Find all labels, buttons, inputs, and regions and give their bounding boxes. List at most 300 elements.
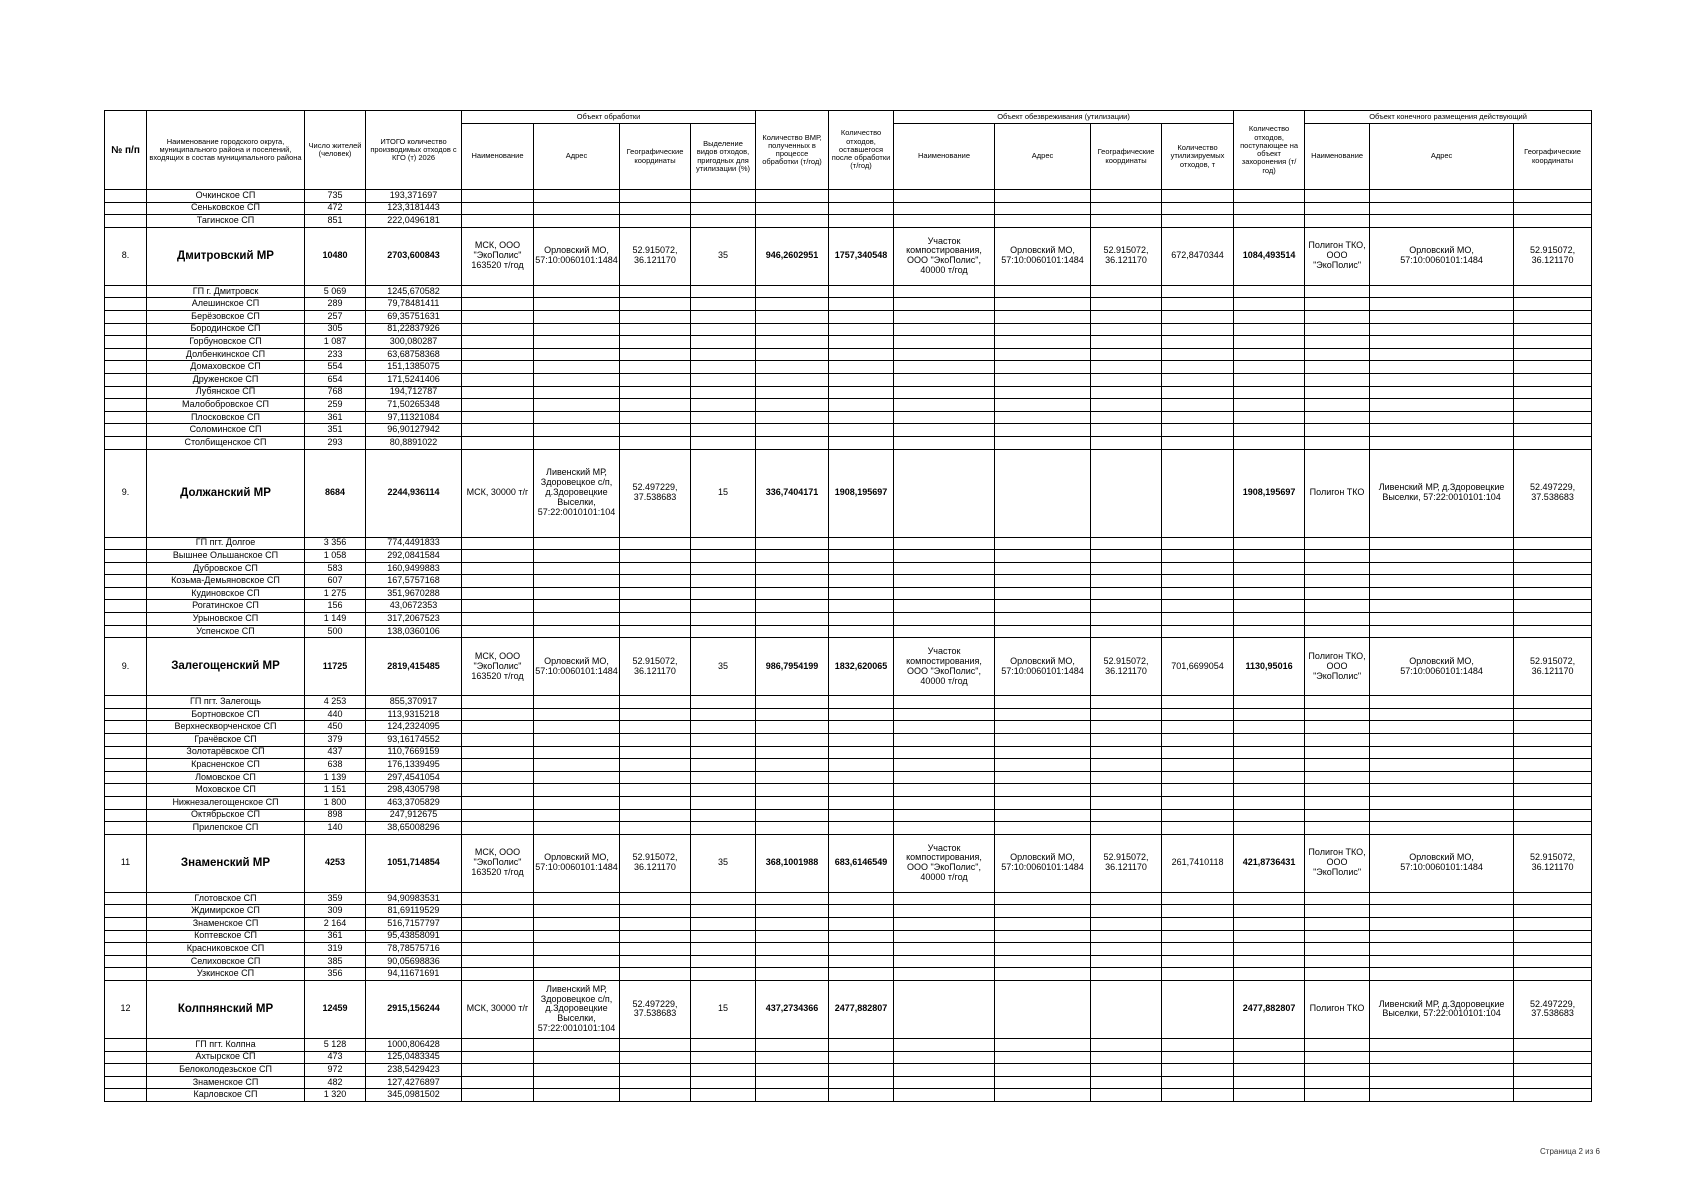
settlement-name: Друженское СП — [147, 373, 305, 386]
empty-cell — [1234, 436, 1305, 449]
empty-cell — [829, 784, 894, 797]
empty-cell — [462, 215, 534, 228]
header-util-address: Адрес — [995, 124, 1091, 190]
settlement-row — [105, 797, 1592, 810]
final-site-address: Ливенский МР, д.Здоровецкие Выселки, 57:22:0010101:104 — [1370, 980, 1514, 1038]
empty-cell — [894, 771, 995, 784]
empty-cell — [756, 613, 829, 626]
empty-cell — [1305, 822, 1370, 835]
empty-cell — [462, 708, 534, 721]
population: 4253 — [305, 834, 366, 892]
empty-cell — [1162, 613, 1234, 626]
settlement-name: Ломовское СП — [147, 771, 305, 784]
total-waste: 78,78575716 — [366, 943, 462, 956]
empty-cell — [894, 1038, 995, 1051]
total-waste: 317,2067523 — [366, 613, 462, 626]
empty-cell — [1234, 917, 1305, 930]
utilization-coords — [1091, 449, 1162, 537]
empty-cell — [620, 550, 691, 563]
population: 1 320 — [305, 1089, 366, 1102]
burial-quantity: 1130,95016 — [1234, 638, 1305, 696]
total-waste: 176,1339495 — [366, 759, 462, 772]
empty-cell — [691, 600, 756, 613]
settlement-row — [105, 361, 1592, 374]
empty-cell — [1091, 436, 1162, 449]
settlement-row — [105, 625, 1592, 638]
settlement-row — [105, 759, 1592, 772]
empty-cell — [1162, 386, 1234, 399]
empty-cell — [534, 917, 620, 930]
empty-cell — [462, 373, 534, 386]
empty-cell — [829, 562, 894, 575]
settlement-name: Лубянское СП — [147, 386, 305, 399]
processing-percent: 35 — [691, 638, 756, 696]
header-num: № п/п — [105, 111, 147, 190]
empty-cell — [1162, 625, 1234, 638]
row-number — [105, 386, 147, 399]
row-number — [105, 587, 147, 600]
empty-cell — [894, 625, 995, 638]
row-number — [105, 411, 147, 424]
empty-cell — [462, 955, 534, 968]
empty-cell — [756, 797, 829, 810]
settlement-row — [105, 411, 1592, 424]
page-number: Страница 2 из 6 — [1540, 1147, 1600, 1156]
empty-cell — [1234, 298, 1305, 311]
settlement-name: Соломинское СП — [147, 424, 305, 437]
empty-cell — [1370, 892, 1514, 905]
settlement-row — [105, 968, 1592, 981]
empty-cell — [691, 721, 756, 734]
row-number — [105, 202, 147, 215]
empty-cell — [1162, 784, 1234, 797]
empty-cell — [1514, 809, 1592, 822]
empty-cell — [1514, 399, 1592, 412]
empty-cell — [756, 361, 829, 374]
population: 437 — [305, 746, 366, 759]
empty-cell — [1305, 310, 1370, 323]
settlement-name: Бородинское СП — [147, 323, 305, 336]
empty-cell — [756, 424, 829, 437]
settlement-name: Сеньковское СП — [147, 202, 305, 215]
empty-cell — [1370, 310, 1514, 323]
row-number — [105, 323, 147, 336]
row-number — [105, 822, 147, 835]
empty-cell — [534, 550, 620, 563]
empty-cell — [894, 411, 995, 424]
row-number — [105, 537, 147, 550]
empty-cell — [1234, 943, 1305, 956]
empty-cell — [691, 943, 756, 956]
empty-cell — [1091, 323, 1162, 336]
remaining-quantity: 683,6146549 — [829, 834, 894, 892]
empty-cell — [995, 215, 1091, 228]
empty-cell — [829, 1051, 894, 1064]
settlement-row — [105, 917, 1592, 930]
empty-cell — [691, 1089, 756, 1102]
empty-cell — [1091, 613, 1162, 626]
empty-cell — [1162, 696, 1234, 709]
settlement-name: Горбуновское СП — [147, 336, 305, 349]
population: 351 — [305, 424, 366, 437]
empty-cell — [691, 202, 756, 215]
settlement-name: ГП пгт. Залегощь — [147, 696, 305, 709]
empty-cell — [534, 348, 620, 361]
header-util-quantity: Количество утилизируемых отходов, т — [1162, 124, 1234, 190]
empty-cell — [534, 955, 620, 968]
burial-quantity: 421,8736431 — [1234, 834, 1305, 892]
processing-name: МСК, ООО "ЭкоПолис" 163520 т/год — [462, 638, 534, 696]
total-waste: 2819,415485 — [366, 638, 462, 696]
total-waste: 2703,600843 — [366, 227, 462, 285]
vmr-quantity: 986,7954199 — [756, 638, 829, 696]
settlement-name: Дубровское СП — [147, 562, 305, 575]
empty-cell — [1514, 917, 1592, 930]
empty-cell — [462, 797, 534, 810]
empty-cell — [1514, 323, 1592, 336]
settlement-row — [105, 587, 1592, 600]
empty-cell — [620, 905, 691, 918]
empty-cell — [462, 323, 534, 336]
empty-cell — [1305, 797, 1370, 810]
empty-cell — [756, 1038, 829, 1051]
empty-cell — [1305, 625, 1370, 638]
total-waste: 113,9315218 — [366, 708, 462, 721]
empty-cell — [1091, 215, 1162, 228]
empty-cell — [894, 784, 995, 797]
remaining-quantity: 2477,882807 — [829, 980, 894, 1038]
empty-cell — [534, 202, 620, 215]
empty-cell — [1162, 955, 1234, 968]
total-waste: 2915,156244 — [366, 980, 462, 1038]
empty-cell — [534, 411, 620, 424]
empty-cell — [462, 930, 534, 943]
header-burial: Количество отходов, поступающее на объект захоронения (т/год) — [1234, 111, 1305, 190]
row-number — [105, 399, 147, 412]
empty-cell — [1234, 809, 1305, 822]
processing-name: МСК, 30000 т/г — [462, 980, 534, 1038]
empty-cell — [894, 323, 995, 336]
total-waste: 71,50265348 — [366, 399, 462, 412]
empty-cell — [894, 905, 995, 918]
final-site-name: Полигон ТКО, ООО "ЭкоПолис" — [1305, 638, 1370, 696]
empty-cell — [691, 968, 756, 981]
empty-cell — [829, 1076, 894, 1089]
utilization-coords — [1091, 980, 1162, 1038]
population: 851 — [305, 215, 366, 228]
empty-cell — [1162, 1064, 1234, 1077]
empty-cell — [1234, 190, 1305, 203]
total-waste: 238,5429423 — [366, 1064, 462, 1077]
empty-cell — [756, 625, 829, 638]
empty-cell — [1305, 708, 1370, 721]
settlement-name: Золотарёвское СП — [147, 746, 305, 759]
empty-cell — [1514, 943, 1592, 956]
empty-cell — [691, 905, 756, 918]
final-site-address: Орловский МО, 57:10:0060101:1484 — [1370, 638, 1514, 696]
empty-cell — [995, 336, 1091, 349]
empty-cell — [1370, 575, 1514, 588]
empty-cell — [756, 436, 829, 449]
empty-cell — [534, 285, 620, 298]
empty-cell — [534, 298, 620, 311]
empty-cell — [894, 746, 995, 759]
settlement-row — [105, 930, 1592, 943]
settlement-name: ГП пгт. Колпна — [147, 1038, 305, 1051]
final-site-address: Орловский МО, 57:10:0060101:1484 — [1370, 227, 1514, 285]
empty-cell — [894, 336, 995, 349]
settlement-row — [105, 955, 1592, 968]
empty-cell — [1305, 1038, 1370, 1051]
settlement-name: Урыновское СП — [147, 613, 305, 626]
empty-cell — [995, 600, 1091, 613]
empty-cell — [995, 809, 1091, 822]
empty-cell — [1305, 930, 1370, 943]
processing-address: Ливенский МР, Здоровецкое с/п, д.Здоровецкие Выселки, 57:22:0010101:104 — [534, 980, 620, 1038]
empty-cell — [1305, 215, 1370, 228]
empty-cell — [620, 1038, 691, 1051]
settlement-row — [105, 905, 1592, 918]
empty-cell — [995, 943, 1091, 956]
empty-cell — [620, 1089, 691, 1102]
empty-cell — [1234, 575, 1305, 588]
empty-cell — [1370, 809, 1514, 822]
population: 233 — [305, 348, 366, 361]
total-waste: 127,4276897 — [366, 1076, 462, 1089]
empty-cell — [691, 625, 756, 638]
settlement-row — [105, 323, 1592, 336]
empty-cell — [1091, 905, 1162, 918]
empty-cell — [534, 797, 620, 810]
population: 385 — [305, 955, 366, 968]
empty-cell — [756, 411, 829, 424]
empty-cell — [620, 771, 691, 784]
empty-cell — [1091, 373, 1162, 386]
empty-cell — [995, 348, 1091, 361]
empty-cell — [1162, 746, 1234, 759]
settlement-name: Малобобровское СП — [147, 399, 305, 412]
empty-cell — [1234, 348, 1305, 361]
empty-cell — [1514, 386, 1592, 399]
empty-cell — [1234, 797, 1305, 810]
empty-cell — [756, 202, 829, 215]
empty-cell — [1305, 1051, 1370, 1064]
empty-cell — [1234, 285, 1305, 298]
empty-cell — [620, 892, 691, 905]
row-number: 11 — [105, 834, 147, 892]
settlement-row — [105, 600, 1592, 613]
empty-cell — [1091, 759, 1162, 772]
empty-cell — [534, 1076, 620, 1089]
empty-cell — [756, 1076, 829, 1089]
population: 257 — [305, 310, 366, 323]
empty-cell — [1514, 1064, 1592, 1077]
empty-cell — [534, 190, 620, 203]
row-number — [105, 696, 147, 709]
settlement-row — [105, 550, 1592, 563]
empty-cell — [995, 587, 1091, 600]
empty-cell — [829, 1089, 894, 1102]
empty-cell — [1305, 721, 1370, 734]
settlement-name: Узкинское СП — [147, 968, 305, 981]
utilization-address: Орловский МО, 57:10:0060101:1484 — [995, 227, 1091, 285]
population: 4 253 — [305, 696, 366, 709]
empty-cell — [462, 336, 534, 349]
empty-cell — [995, 190, 1091, 203]
settlement-row — [105, 734, 1592, 747]
empty-cell — [620, 955, 691, 968]
empty-cell — [995, 202, 1091, 215]
settlement-name: Белоколодезьское СП — [147, 1064, 305, 1077]
empty-cell — [995, 968, 1091, 981]
empty-cell — [995, 734, 1091, 747]
empty-cell — [1370, 348, 1514, 361]
empty-cell — [691, 575, 756, 588]
population: 293 — [305, 436, 366, 449]
row-number — [105, 436, 147, 449]
empty-cell — [620, 696, 691, 709]
empty-cell — [1234, 600, 1305, 613]
empty-cell — [534, 613, 620, 626]
empty-cell — [894, 587, 995, 600]
empty-cell — [756, 386, 829, 399]
population: 3 356 — [305, 537, 366, 550]
settlement-name: Прилепское СП — [147, 822, 305, 835]
settlement-name: Моховское СП — [147, 784, 305, 797]
total-waste: 774,4491833 — [366, 537, 462, 550]
empty-cell — [1091, 1089, 1162, 1102]
empty-cell — [1091, 336, 1162, 349]
empty-cell — [1305, 1076, 1370, 1089]
empty-cell — [534, 771, 620, 784]
utilization-name: Участок компостирования, ООО "ЭкоПолис", 40000 т/год — [894, 227, 995, 285]
empty-cell — [995, 759, 1091, 772]
empty-cell — [1091, 1076, 1162, 1089]
row-number — [105, 361, 147, 374]
row-number — [105, 943, 147, 956]
empty-cell — [756, 892, 829, 905]
total-waste: 351,9670288 — [366, 587, 462, 600]
empty-cell — [1091, 746, 1162, 759]
empty-cell — [995, 784, 1091, 797]
empty-cell — [995, 298, 1091, 311]
empty-cell — [620, 1051, 691, 1064]
empty-cell — [691, 930, 756, 943]
municipality-name: Дмитровский МР — [147, 227, 305, 285]
empty-cell — [829, 399, 894, 412]
empty-cell — [691, 917, 756, 930]
empty-cell — [829, 373, 894, 386]
empty-cell — [1234, 734, 1305, 747]
settlement-row — [105, 537, 1592, 550]
empty-cell — [534, 734, 620, 747]
empty-cell — [1305, 696, 1370, 709]
settlement-name: Алешинское СП — [147, 298, 305, 311]
empty-cell — [829, 943, 894, 956]
empty-cell — [829, 361, 894, 374]
empty-cell — [995, 797, 1091, 810]
header-group-final: Объект конечного размещения действующий — [1305, 111, 1592, 124]
empty-cell — [1514, 1051, 1592, 1064]
empty-cell — [620, 721, 691, 734]
empty-cell — [756, 734, 829, 747]
empty-cell — [534, 930, 620, 943]
empty-cell — [1370, 1051, 1514, 1064]
row-number — [105, 892, 147, 905]
empty-cell — [691, 771, 756, 784]
total-waste: 1245,670582 — [366, 285, 462, 298]
total-waste: 151,1385075 — [366, 361, 462, 374]
empty-cell — [894, 361, 995, 374]
empty-cell — [1234, 784, 1305, 797]
empty-cell — [1514, 190, 1592, 203]
settlement-name: Столбищенское СП — [147, 436, 305, 449]
empty-cell — [1091, 968, 1162, 981]
empty-cell — [1091, 298, 1162, 311]
empty-cell — [1370, 917, 1514, 930]
empty-cell — [995, 386, 1091, 399]
row-number — [105, 298, 147, 311]
empty-cell — [534, 323, 620, 336]
settlement-name: Долбенкинское СП — [147, 348, 305, 361]
empty-cell — [1162, 917, 1234, 930]
empty-cell — [1514, 955, 1592, 968]
header-group-processing: Объект обработки — [462, 111, 756, 124]
empty-cell — [756, 955, 829, 968]
processing-address: Орловский МО, 57:10:0060101:1484 — [534, 834, 620, 892]
population: 607 — [305, 575, 366, 588]
settlement-name: Бортновское СП — [147, 708, 305, 721]
empty-cell — [1514, 797, 1592, 810]
empty-cell — [1091, 696, 1162, 709]
empty-cell — [829, 424, 894, 437]
empty-cell — [620, 537, 691, 550]
empty-cell — [620, 587, 691, 600]
empty-cell — [691, 537, 756, 550]
empty-cell — [462, 968, 534, 981]
empty-cell — [1091, 550, 1162, 563]
population: 768 — [305, 386, 366, 399]
empty-cell — [894, 562, 995, 575]
empty-cell — [1091, 734, 1162, 747]
settlement-name: Рогатинское СП — [147, 600, 305, 613]
empty-cell — [756, 399, 829, 412]
empty-cell — [756, 190, 829, 203]
empty-cell — [1305, 323, 1370, 336]
empty-cell — [1091, 892, 1162, 905]
empty-cell — [829, 600, 894, 613]
empty-cell — [1514, 424, 1592, 437]
empty-cell — [1370, 1076, 1514, 1089]
population: 1 058 — [305, 550, 366, 563]
population: 735 — [305, 190, 366, 203]
empty-cell — [1370, 562, 1514, 575]
empty-cell — [829, 968, 894, 981]
empty-cell — [756, 905, 829, 918]
empty-cell — [1091, 285, 1162, 298]
settlement-row — [105, 746, 1592, 759]
empty-cell — [1234, 373, 1305, 386]
empty-cell — [462, 625, 534, 638]
population: 473 — [305, 1051, 366, 1064]
empty-cell — [1234, 625, 1305, 638]
total-waste: 297,4541054 — [366, 771, 462, 784]
empty-cell — [829, 285, 894, 298]
empty-cell — [829, 575, 894, 588]
empty-cell — [691, 562, 756, 575]
empty-cell — [691, 784, 756, 797]
header-remaining: Количество отходов, оставшегося после обработки (т/год) — [829, 111, 894, 190]
